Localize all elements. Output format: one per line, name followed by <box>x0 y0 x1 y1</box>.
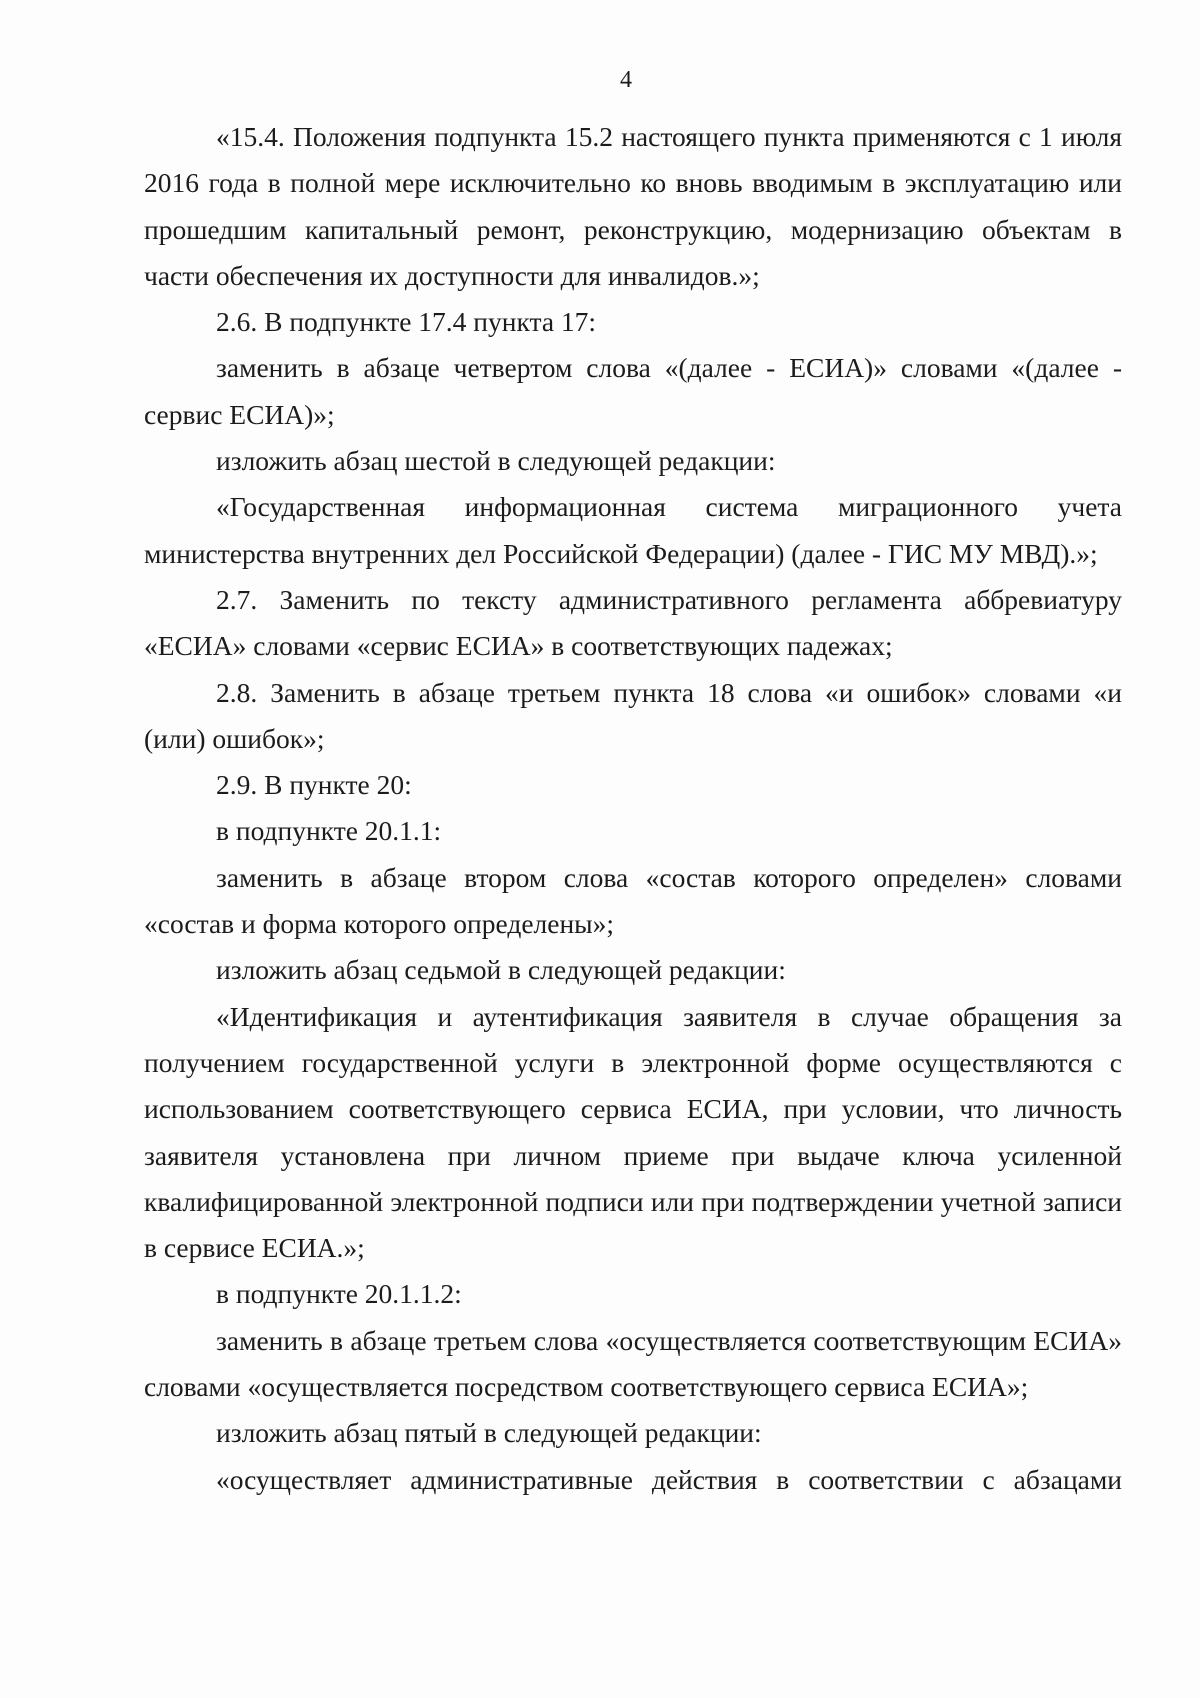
paragraph-seventh-redaction: изложить абзац седьмой в следующей редакции: <box>216 954 786 986</box>
paragraph-subitem-20-1-1: в подпункте 20.1.1: <box>216 815 442 847</box>
paragraph-2-7: 2.7. Заменить по тексту административного регламента аббревиатуру «ЕСИА» словами «сервис ЕСИА» в соответствующих падежах; <box>144 583 1122 662</box>
paragraph-administrative-actions: «осуществляет административные действия в соответствии с абзацами <box>216 1463 1122 1495</box>
paragraph-replace-third-abzac: заменить в абзаце третьем слова «осуществляется соответствующим ЕСИА» словами «осуществляется посредством соответствующего сервиса ЕСИА»; <box>144 1324 1122 1403</box>
paragraph-sixth-redaction: изложить абзац шестой в следующей редакции: <box>216 445 776 477</box>
paragraph-fifth-redaction: изложить абзац пятый в следующей редакции: <box>216 1417 762 1449</box>
paragraph-identification: «Идентификация и аутентификация заявителя в случае обращения за получением государственной услуги в электронной форме осуществляются с использованием соответствующего сервиса ЕСИА, при условии, что личность заявителя установлена при личном приеме при выдаче ключа усиленной квалифицированной электронной подписи или при подтверждении учетной записи в сервисе ЕСИА.»; <box>144 1000 1122 1264</box>
paragraph-2-8: 2.8. Заменить в абзаце третьем пункта 18 слова «и ошибок» словами «и (или) ошибок»; <box>144 676 1122 754</box>
paragraph-replace-esia-fourth: заменить в абзаце четвертом слова «(далее - ЕСИА)» словами «(далее - сервис ЕСИА)»; <box>144 352 1122 430</box>
paragraph-15-4: «15.4. Положения подпункта 15.2 настоящего пункта применяются с 1 июля 2016 года в полной мере исключительно ко вновь вводимым в эксплуатацию или прошедшим капитальный ремонт, реконструкцию, модернизацию объектам в части обеспечения их доступности для инвалидов.»; <box>144 121 1122 291</box>
document-body <box>144 114 1122 1503</box>
paragraph-subitem-20-1-1-2: в подпункте 20.1.1.2: <box>216 1278 462 1310</box>
paragraph-2-9: 2.9. В пункте 20: <box>216 769 412 801</box>
paragraph-replace-second-abzac: заменить в абзаце втором слова «состав которого определен» словами «состав и форма которого определены»; <box>144 861 1122 940</box>
paragraph-gis-mu-mvd: «Государственная информационная система миграционного учета министерства внутренних дел Российской Федерации) (далее - ГИС МУ МВД).»; <box>144 491 1122 569</box>
page-number: 4 <box>620 67 632 93</box>
paragraph-2-6: 2.6. В подпункте 17.4 пункта 17: <box>216 306 597 338</box>
